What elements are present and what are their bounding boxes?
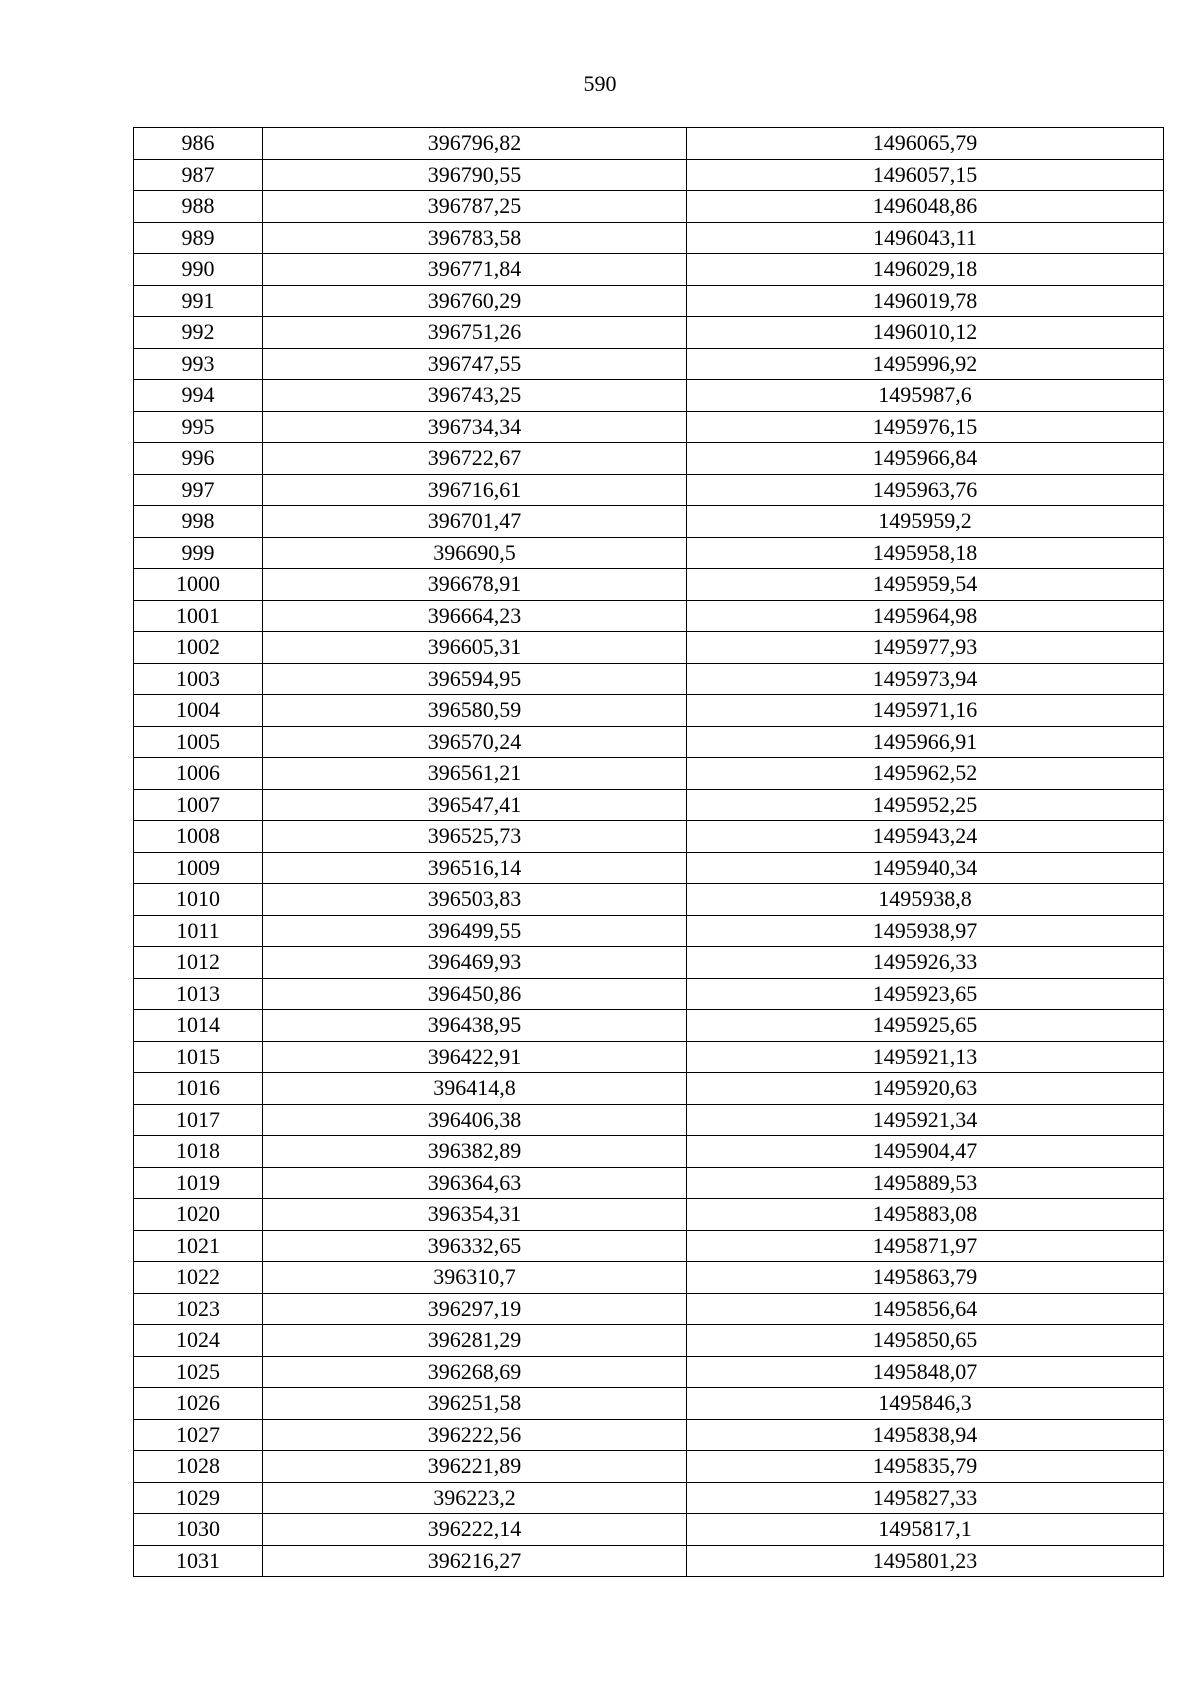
table-row: [134, 1073, 1164, 1105]
point-number-cell: 1007: [134, 789, 263, 821]
y-coordinate-cell: 1495943,24: [687, 821, 1164, 853]
point-number-cell: 1019: [134, 1167, 263, 1199]
point-number-cell: 1023: [134, 1293, 263, 1325]
y-coordinate-cell: 1495977,93: [687, 632, 1164, 664]
table-row: [134, 506, 1164, 538]
table-row: [134, 1199, 1164, 1231]
table-row: [134, 1356, 1164, 1388]
y-coordinate-cell: 1495966,91: [687, 726, 1164, 758]
x-coordinate-cell: 396354,31: [263, 1199, 687, 1231]
y-coordinate-cell: 1495856,64: [687, 1293, 1164, 1325]
table-row: [134, 1167, 1164, 1199]
x-coordinate-cell: 396796,82: [263, 128, 687, 160]
point-number-cell: 993: [134, 348, 263, 380]
table-row: [134, 884, 1164, 916]
y-coordinate-cell: 1495926,33: [687, 947, 1164, 979]
y-coordinate-cell: 1496043,11: [687, 222, 1164, 254]
point-number-cell: 1028: [134, 1451, 263, 1483]
x-coordinate-cell: 396310,7: [263, 1262, 687, 1294]
point-number-cell: 992: [134, 317, 263, 349]
x-coordinate-cell: 396743,25: [263, 380, 687, 412]
y-coordinate-cell: 1495904,47: [687, 1136, 1164, 1168]
x-coordinate-cell: 396222,56: [263, 1419, 687, 1451]
y-coordinate-cell: 1495838,94: [687, 1419, 1164, 1451]
y-coordinate-cell: 1495889,53: [687, 1167, 1164, 1199]
table-row: [134, 600, 1164, 632]
y-coordinate-cell: 1495940,34: [687, 852, 1164, 884]
y-coordinate-cell: 1495966,84: [687, 443, 1164, 475]
point-number-cell: 986: [134, 128, 263, 160]
table-row: [134, 191, 1164, 223]
x-coordinate-cell: 396751,26: [263, 317, 687, 349]
point-number-cell: 995: [134, 411, 263, 443]
table-row: [134, 1388, 1164, 1420]
x-coordinate-cell: 396503,83: [263, 884, 687, 916]
y-coordinate-cell: 1495801,23: [687, 1545, 1164, 1577]
coordinates-table: [133, 127, 1164, 1577]
point-number-cell: 1022: [134, 1262, 263, 1294]
y-coordinate-cell: 1495938,97: [687, 915, 1164, 947]
y-coordinate-cell: 1495920,63: [687, 1073, 1164, 1105]
point-number-cell: 1005: [134, 726, 263, 758]
table-row: [134, 1010, 1164, 1042]
table-row: [134, 254, 1164, 286]
table-row: [134, 1545, 1164, 1577]
x-coordinate-cell: 396690,5: [263, 537, 687, 569]
y-coordinate-cell: 1495883,08: [687, 1199, 1164, 1231]
y-coordinate-cell: 1495923,65: [687, 978, 1164, 1010]
table-row: [134, 411, 1164, 443]
point-number-cell: 987: [134, 159, 263, 191]
table-row: [134, 1451, 1164, 1483]
table-row: [134, 222, 1164, 254]
point-number-cell: 1000: [134, 569, 263, 601]
x-coordinate-cell: 396716,61: [263, 474, 687, 506]
point-number-cell: 1004: [134, 695, 263, 727]
table-row: [134, 915, 1164, 947]
point-number-cell: 994: [134, 380, 263, 412]
y-coordinate-cell: 1495987,6: [687, 380, 1164, 412]
point-number-cell: 1001: [134, 600, 263, 632]
x-coordinate-cell: 396594,95: [263, 663, 687, 695]
x-coordinate-cell: 396516,14: [263, 852, 687, 884]
y-coordinate-cell: 1496057,15: [687, 159, 1164, 191]
point-number-cell: 1010: [134, 884, 263, 916]
point-number-cell: 1002: [134, 632, 263, 664]
y-coordinate-cell: 1495952,25: [687, 789, 1164, 821]
point-number-cell: 1021: [134, 1230, 263, 1262]
x-coordinate-cell: 396223,2: [263, 1482, 687, 1514]
x-coordinate-cell: 396268,69: [263, 1356, 687, 1388]
table-row: [134, 1041, 1164, 1073]
x-coordinate-cell: 396422,91: [263, 1041, 687, 1073]
point-number-cell: 998: [134, 506, 263, 538]
table-row: [134, 1136, 1164, 1168]
y-coordinate-cell: 1495817,1: [687, 1514, 1164, 1546]
y-coordinate-cell: 1495863,79: [687, 1262, 1164, 1294]
point-number-cell: 1017: [134, 1104, 263, 1136]
x-coordinate-cell: 396561,21: [263, 758, 687, 790]
point-number-cell: 1020: [134, 1199, 263, 1231]
x-coordinate-cell: 396222,14: [263, 1514, 687, 1546]
y-coordinate-cell: 1495921,34: [687, 1104, 1164, 1136]
x-coordinate-cell: 396787,25: [263, 191, 687, 223]
table-row: [134, 695, 1164, 727]
x-coordinate-cell: 396525,73: [263, 821, 687, 853]
table-row: [134, 1230, 1164, 1262]
x-coordinate-cell: 396722,67: [263, 443, 687, 475]
point-number-cell: 1011: [134, 915, 263, 947]
x-coordinate-cell: 396382,89: [263, 1136, 687, 1168]
x-coordinate-cell: 396570,24: [263, 726, 687, 758]
table-row: [134, 380, 1164, 412]
point-number-cell: 1012: [134, 947, 263, 979]
x-coordinate-cell: 396605,31: [263, 632, 687, 664]
table-row: [134, 285, 1164, 317]
table-row: [134, 852, 1164, 884]
point-number-cell: 989: [134, 222, 263, 254]
table-row: [134, 1419, 1164, 1451]
table-row: [134, 1293, 1164, 1325]
point-number-cell: 996: [134, 443, 263, 475]
x-coordinate-cell: 396760,29: [263, 285, 687, 317]
y-coordinate-cell: 1495973,94: [687, 663, 1164, 695]
y-coordinate-cell: 1495976,15: [687, 411, 1164, 443]
y-coordinate-cell: 1495835,79: [687, 1451, 1164, 1483]
table-row: [134, 474, 1164, 506]
y-coordinate-cell: 1495846,3: [687, 1388, 1164, 1420]
table-row: [134, 1325, 1164, 1357]
point-number-cell: 1014: [134, 1010, 263, 1042]
point-number-cell: 1015: [134, 1041, 263, 1073]
point-number-cell: 1006: [134, 758, 263, 790]
point-number-cell: 1029: [134, 1482, 263, 1514]
y-coordinate-cell: 1495850,65: [687, 1325, 1164, 1357]
x-coordinate-cell: 396469,93: [263, 947, 687, 979]
point-number-cell: 997: [134, 474, 263, 506]
x-coordinate-cell: 396664,23: [263, 600, 687, 632]
x-coordinate-cell: 396678,91: [263, 569, 687, 601]
y-coordinate-cell: 1495959,54: [687, 569, 1164, 601]
point-number-cell: 999: [134, 537, 263, 569]
table-row: [134, 537, 1164, 569]
page-number: 590: [583, 71, 617, 96]
table-row: [134, 978, 1164, 1010]
y-coordinate-cell: 1496019,78: [687, 285, 1164, 317]
point-number-cell: 1008: [134, 821, 263, 853]
y-coordinate-cell: 1495921,13: [687, 1041, 1164, 1073]
x-coordinate-cell: 396406,38: [263, 1104, 687, 1136]
table-row: [134, 317, 1164, 349]
x-coordinate-cell: 396771,84: [263, 254, 687, 286]
x-coordinate-cell: 396499,55: [263, 915, 687, 947]
x-coordinate-cell: 396747,55: [263, 348, 687, 380]
point-number-cell: 1031: [134, 1545, 263, 1577]
y-coordinate-cell: 1496010,12: [687, 317, 1164, 349]
y-coordinate-cell: 1495963,76: [687, 474, 1164, 506]
point-number-cell: 1003: [134, 663, 263, 695]
point-number-cell: 1018: [134, 1136, 263, 1168]
table-row: [134, 569, 1164, 601]
point-number-cell: 988: [134, 191, 263, 223]
x-coordinate-cell: 396450,86: [263, 978, 687, 1010]
table-row: [134, 789, 1164, 821]
point-number-cell: 1016: [134, 1073, 263, 1105]
x-coordinate-cell: 396281,29: [263, 1325, 687, 1357]
x-coordinate-cell: 396221,89: [263, 1451, 687, 1483]
x-coordinate-cell: 396701,47: [263, 506, 687, 538]
x-coordinate-cell: 396438,95: [263, 1010, 687, 1042]
table-row: [134, 159, 1164, 191]
y-coordinate-cell: 1495959,2: [687, 506, 1164, 538]
table-row: [134, 1482, 1164, 1514]
y-coordinate-cell: 1495871,97: [687, 1230, 1164, 1262]
table-row: [134, 663, 1164, 695]
y-coordinate-cell: 1495938,8: [687, 884, 1164, 916]
table-row: [134, 726, 1164, 758]
y-coordinate-cell: 1496048,86: [687, 191, 1164, 223]
y-coordinate-cell: 1495962,52: [687, 758, 1164, 790]
point-number-cell: 1030: [134, 1514, 263, 1546]
y-coordinate-cell: 1495958,18: [687, 537, 1164, 569]
table-row: [134, 947, 1164, 979]
x-coordinate-cell: 396414,8: [263, 1073, 687, 1105]
x-coordinate-cell: 396297,19: [263, 1293, 687, 1325]
table-row: [134, 1514, 1164, 1546]
y-coordinate-cell: 1495971,16: [687, 695, 1164, 727]
point-number-cell: 1027: [134, 1419, 263, 1451]
table-body: [134, 128, 1164, 1577]
point-number-cell: 1024: [134, 1325, 263, 1357]
x-coordinate-cell: 396216,27: [263, 1545, 687, 1577]
x-coordinate-cell: 396364,63: [263, 1167, 687, 1199]
table-row: [134, 348, 1164, 380]
point-number-cell: 990: [134, 254, 263, 286]
y-coordinate-cell: 1496029,18: [687, 254, 1164, 286]
y-coordinate-cell: 1495996,92: [687, 348, 1164, 380]
x-coordinate-cell: 396734,34: [263, 411, 687, 443]
y-coordinate-cell: 1495848,07: [687, 1356, 1164, 1388]
y-coordinate-cell: 1496065,79: [687, 128, 1164, 160]
table-row: [134, 758, 1164, 790]
y-coordinate-cell: 1495925,65: [687, 1010, 1164, 1042]
y-coordinate-cell: 1495964,98: [687, 600, 1164, 632]
table-row: [134, 1104, 1164, 1136]
table-row: [134, 821, 1164, 853]
point-number-cell: 1009: [134, 852, 263, 884]
x-coordinate-cell: 396251,58: [263, 1388, 687, 1420]
x-coordinate-cell: 396332,65: [263, 1230, 687, 1262]
point-number-cell: 991: [134, 285, 263, 317]
x-coordinate-cell: 396547,41: [263, 789, 687, 821]
y-coordinate-cell: 1495827,33: [687, 1482, 1164, 1514]
point-number-cell: 1025: [134, 1356, 263, 1388]
table-row: [134, 632, 1164, 664]
point-number-cell: 1026: [134, 1388, 263, 1420]
point-number-cell: 1013: [134, 978, 263, 1010]
x-coordinate-cell: 396790,55: [263, 159, 687, 191]
x-coordinate-cell: 396783,58: [263, 222, 687, 254]
table-row: [134, 128, 1164, 160]
x-coordinate-cell: 396580,59: [263, 695, 687, 727]
table-row: [134, 1262, 1164, 1294]
table-row: [134, 443, 1164, 475]
